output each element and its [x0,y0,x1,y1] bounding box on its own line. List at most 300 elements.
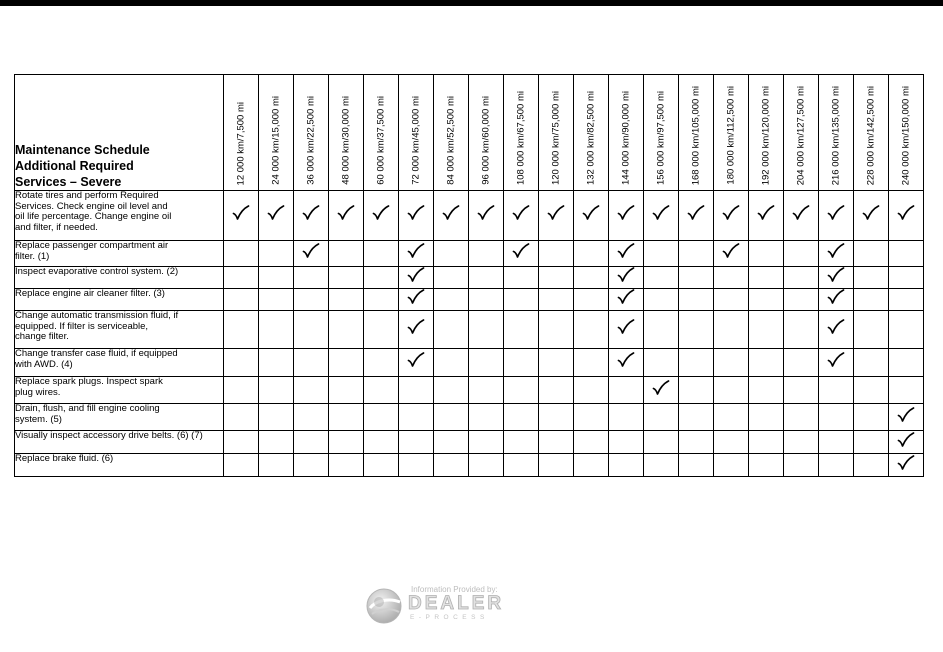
interval-cell [714,454,749,477]
service-text-line: Services. Check engine oil level and [15,200,168,212]
interval-cell [609,241,644,267]
check-mark-icon [617,267,635,283]
interval-label: 108 000 km/67,500 mi [515,90,527,185]
interval-cell [679,377,714,404]
interval-cell [644,454,679,477]
interval-cell [609,267,644,289]
interval-cell [224,454,259,477]
interval-header [329,75,364,191]
interval-cell [364,241,399,267]
interval-cell [609,431,644,454]
interval-label: 60 000 km/37,500 mi [375,96,387,185]
check-mark-icon [407,289,425,305]
check-mark-icon [302,205,320,221]
interval-cell [574,289,609,311]
interval-cell [259,377,294,404]
interval-cell [854,404,889,431]
interval-cell [854,191,889,241]
interval-cell [574,241,609,267]
interval-label: 24 000 km/15,000 mi [270,96,282,185]
service-description [15,454,224,477]
check-mark-icon [722,205,740,221]
interval-cell [399,311,434,349]
interval-cell [434,289,469,311]
interval-cell [434,454,469,477]
interval-cell [609,349,644,377]
interval-cell [889,377,924,404]
title-line: Additional Required [15,159,134,173]
interval-label: 204 000 km/127,500 mi [795,85,807,185]
interval-cell [539,311,574,349]
check-mark-icon [757,205,775,221]
table-row [15,404,924,431]
interval-cell [399,377,434,404]
service-text-line: Drain, flush, and fill engine cooling [15,403,160,414]
interval-cell [539,431,574,454]
interval-cell [364,191,399,241]
interval-cell [679,431,714,454]
service-description [15,349,224,377]
interval-cell [609,377,644,404]
check-mark-icon [372,205,390,221]
interval-cell [749,289,784,311]
table-row [15,431,924,454]
interval-cell [504,241,539,267]
interval-label: 156 000 km/97,500 mi [655,90,667,185]
interval-cell [224,377,259,404]
interval-cell [679,311,714,349]
check-mark-icon [407,205,425,221]
interval-cell [574,431,609,454]
interval-cell [889,349,924,377]
interval-cell [399,404,434,431]
interval-cell [469,377,504,404]
interval-cell [259,289,294,311]
interval-cell [329,431,364,454]
interval-header [609,75,644,191]
interval-cell [889,241,924,267]
check-mark-icon [512,243,530,259]
interval-cell [609,454,644,477]
check-mark-icon [897,455,915,471]
interval-cell [224,241,259,267]
information-provided-by: Information Provided by: [411,585,498,594]
interval-cell [784,377,819,404]
interval-cell [714,241,749,267]
interval-cell [469,404,504,431]
interval-cell [329,349,364,377]
interval-cell [574,454,609,477]
interval-label: 96 000 km/60,000 mi [480,96,492,185]
interval-cell [329,191,364,241]
interval-header [399,75,434,191]
interval-header [819,75,854,191]
service-text-line: and filter, if needed. [15,221,98,233]
check-mark-icon [407,243,425,259]
interval-cell [364,349,399,377]
service-text-line: plug wires. [15,386,61,398]
interval-cell [854,267,889,289]
interval-cell [504,431,539,454]
check-mark-icon [407,352,425,368]
interval-cell [504,377,539,404]
interval-cell [259,191,294,241]
interval-cell [504,454,539,477]
interval-cell [469,454,504,477]
table-row [15,349,924,377]
service-description [15,377,224,404]
interval-cell [854,311,889,349]
interval-cell [434,431,469,454]
dealer-eprocess-logo [364,585,546,627]
check-mark-icon [827,319,845,335]
interval-cell [819,404,854,431]
interval-cell [609,404,644,431]
check-mark-icon [897,205,915,221]
interval-cell [224,431,259,454]
interval-cell [819,349,854,377]
service-text-line: oil life percentage. Change engine oil [15,211,172,222]
interval-cell [224,349,259,377]
interval-label: 228 000 km/142,500 mi [865,85,877,185]
interval-header [294,75,329,191]
interval-cell [784,267,819,289]
interval-cell [889,404,924,431]
check-mark-icon [827,352,845,368]
interval-cell [224,191,259,241]
interval-cell [574,267,609,289]
interval-cell [819,191,854,241]
interval-cell [784,454,819,477]
interval-cell [749,191,784,241]
interval-cell [574,191,609,241]
interval-cell [644,349,679,377]
interval-cell [819,454,854,477]
interval-cell [329,241,364,267]
interval-cell [889,267,924,289]
interval-cell [644,241,679,267]
table-row [15,454,924,477]
check-mark-icon [407,319,425,335]
service-text-line: Rotate tires and perform Required [15,190,159,201]
interval-cell [504,404,539,431]
interval-cell [259,267,294,289]
service-text-line: Change automatic transmission fluid, if [15,310,179,321]
interval-label: 180 000 km/112,500 mi [725,86,737,185]
check-mark-icon [792,205,810,221]
interval-cell [399,289,434,311]
service-text-line: Replace spark plugs. Inspect spark [15,376,163,387]
interval-header [854,75,889,191]
service-description [15,289,224,311]
interval-cell [749,349,784,377]
interval-cell [329,404,364,431]
service-text-line: system. (5) [15,413,62,425]
interval-cell [364,311,399,349]
interval-cell [224,289,259,311]
interval-cell [679,454,714,477]
interval-cell [259,404,294,431]
check-mark-icon [897,407,915,423]
interval-cell [399,431,434,454]
interval-cell [224,267,259,289]
service-description [15,267,224,289]
interval-cell [434,311,469,349]
interval-header [714,75,749,191]
interval-cell [504,191,539,241]
service-text-line: change filter. [15,331,69,342]
check-mark-icon [722,243,740,259]
service-description [15,311,224,349]
interval-cell [644,267,679,289]
interval-cell [819,267,854,289]
check-mark-icon [652,205,670,221]
interval-cell [749,454,784,477]
service-text-line: Replace passenger compartment air [15,240,169,251]
interval-header [504,75,539,191]
interval-cell [854,377,889,404]
check-mark-icon [302,243,320,259]
title-line: Maintenance Schedule [15,143,150,157]
interval-cell [224,311,259,349]
interval-cell [399,349,434,377]
interval-cell [259,431,294,454]
interval-cell [889,431,924,454]
header-row [15,75,924,191]
interval-label: 120 000 km/75,000 mi [550,90,562,185]
check-mark-icon [232,205,250,221]
check-mark-icon [582,205,600,221]
interval-cell [679,267,714,289]
interval-cell [644,377,679,404]
table-row [15,267,924,289]
interval-label: 216 000 km/135,000 mi [830,85,842,185]
interval-cell [539,454,574,477]
check-mark-icon [827,289,845,305]
interval-cell [644,289,679,311]
interval-cell [889,191,924,241]
interval-cell [294,404,329,431]
check-mark-icon [267,205,285,221]
interval-cell [784,431,819,454]
interval-cell [434,241,469,267]
interval-label: 132 000 km/82,500 mi [585,90,597,185]
check-mark-icon [687,205,705,221]
interval-cell [539,289,574,311]
interval-cell [469,311,504,349]
interval-cell [854,454,889,477]
interval-cell [329,267,364,289]
interval-cell [504,267,539,289]
interval-cell [679,404,714,431]
table-title [15,75,224,191]
interval-cell [539,267,574,289]
interval-cell [364,404,399,431]
interval-header [539,75,574,191]
interval-cell [714,349,749,377]
interval-cell [364,289,399,311]
interval-cell [399,267,434,289]
interval-cell [714,289,749,311]
interval-cell [364,267,399,289]
check-mark-icon [617,243,635,259]
interval-cell [294,241,329,267]
check-mark-icon [617,319,635,335]
interval-cell [854,431,889,454]
interval-cell [679,349,714,377]
check-mark-icon [617,205,635,221]
interval-cell [574,404,609,431]
interval-header [644,75,679,191]
check-mark-icon [617,289,635,305]
interval-cell [644,431,679,454]
interval-cell [714,267,749,289]
interval-header [259,75,294,191]
interval-label: 144 000 km/90,000 mi [620,90,632,185]
globe-logo-icon [364,586,404,626]
interval-header [469,75,504,191]
interval-cell [889,454,924,477]
interval-cell [329,289,364,311]
interval-cell [469,289,504,311]
check-mark-icon [477,205,495,221]
interval-cell [504,289,539,311]
interval-cell [259,311,294,349]
check-mark-icon [652,380,670,396]
interval-header [784,75,819,191]
interval-cell [644,311,679,349]
interval-cell [784,311,819,349]
interval-cell [784,289,819,311]
check-mark-icon [407,267,425,283]
interval-label: 72 000 km/45,000 mi [410,96,422,185]
interval-cell [294,349,329,377]
interval-cell [259,241,294,267]
interval-cell [609,191,644,241]
interval-cell [469,241,504,267]
interval-label: 192 000 km/120,000 mi [760,85,772,185]
interval-cell [679,241,714,267]
maintenance-schedule-table [14,74,924,477]
interval-cell [539,241,574,267]
interval-cell [819,377,854,404]
service-text-line: Inspect evaporative control system. (2) [15,266,179,277]
check-mark-icon [862,205,880,221]
interval-cell [749,431,784,454]
interval-cell [329,377,364,404]
interval-cell [294,311,329,349]
check-mark-icon [442,205,460,221]
service-text-line: with AWD. (4) [15,358,73,370]
interval-cell [819,431,854,454]
interval-cell [784,241,819,267]
check-mark-icon [617,352,635,368]
interval-cell [784,349,819,377]
service-description [15,241,224,267]
service-text-line: equipped. If filter is serviceable, [15,320,149,332]
interval-cell [854,241,889,267]
interval-cell [469,191,504,241]
interval-cell [749,404,784,431]
interval-cell [224,404,259,431]
service-description [15,404,224,431]
interval-cell [749,377,784,404]
interval-cell [539,404,574,431]
interval-header [679,75,714,191]
interval-cell [714,404,749,431]
check-mark-icon [512,205,530,221]
check-mark-icon [897,432,915,448]
check-mark-icon [827,205,845,221]
interval-cell [329,454,364,477]
interval-cell [434,377,469,404]
interval-cell [504,311,539,349]
interval-cell [714,431,749,454]
interval-cell [854,349,889,377]
interval-cell [854,289,889,311]
interval-cell [819,289,854,311]
check-mark-icon [827,243,845,259]
interval-cell [609,289,644,311]
interval-header [889,75,924,191]
interval-cell [574,311,609,349]
interval-cell [434,349,469,377]
interval-cell [504,349,539,377]
interval-cell [329,311,364,349]
interval-cell [469,349,504,377]
interval-cell [714,377,749,404]
service-text-line: filter. (1) [15,250,50,262]
service-text-line: Replace engine air cleaner filter. (3) [15,288,165,299]
interval-label: 48 000 km/30,000 mi [340,96,352,185]
interval-cell [784,191,819,241]
interval-cell [644,404,679,431]
table-row [15,289,924,311]
interval-cell [574,349,609,377]
interval-header [364,75,399,191]
interval-cell [889,289,924,311]
service-description [15,431,224,454]
service-text-line: Change transfer case fluid, if equipped [15,348,178,359]
service-description [15,191,224,241]
interval-cell [399,191,434,241]
interval-cell [714,311,749,349]
interval-cell [364,431,399,454]
interval-header [574,75,609,191]
interval-cell [294,377,329,404]
interval-cell [539,349,574,377]
title-line: Services – Severe [15,175,122,189]
interval-cell [539,191,574,241]
table-row [15,311,924,349]
interval-label: 12 000 km/7,500 mi [235,101,247,185]
interval-cell [784,404,819,431]
interval-cell [749,311,784,349]
service-text-line: Visually inspect accessory drive belts. (6) (7) [15,430,203,441]
interval-cell [749,267,784,289]
interval-cell [294,289,329,311]
interval-cell [574,377,609,404]
interval-cell [294,191,329,241]
interval-cell [889,311,924,349]
interval-label: 36 000 km/22,500 mi [305,96,317,185]
interval-header [749,75,784,191]
interval-label: 84 000 km/52,500 mi [445,96,457,185]
interval-cell [399,241,434,267]
table-row [15,241,924,267]
interval-cell [434,404,469,431]
interval-cell [364,454,399,477]
